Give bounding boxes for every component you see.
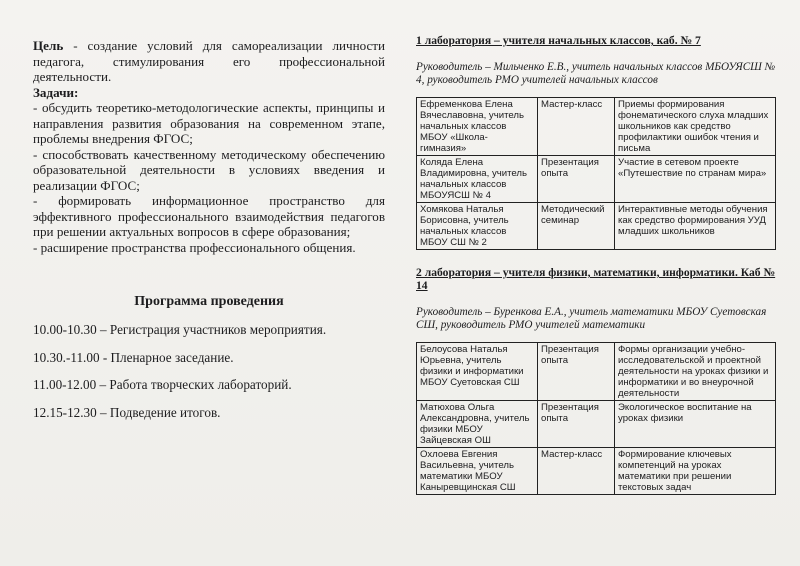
format-cell: Методический семинар (538, 203, 615, 250)
table-row (417, 448, 776, 495)
right-column (416, 34, 778, 495)
program-item: 10.00-10.30 – Регистрация участников мероприятия. (33, 322, 327, 337)
task-item: - формировать информационное пространство для эффективного профессионального взаимодействия педагогов при решении актуальных вопросов в сфере образования; (33, 193, 385, 239)
lab-table (416, 97, 776, 250)
task-item: - расширение пространства профессионального общения. (33, 239, 356, 255)
format-cell: Презентация опыта (538, 156, 615, 203)
lab-table (416, 342, 776, 495)
table-row (417, 401, 776, 448)
topic-cell: Формирование ключевых компетенций на уроках математики при решении текстовых задач (615, 448, 776, 495)
tasks-heading: Задачи: (33, 84, 79, 100)
table-row (417, 343, 776, 401)
task-item: - способствовать качественному методическому обеспечению образовательной деятельности в условиях введения и реализации ФГОС; (33, 146, 385, 193)
participant-cell: Матюхова Ольга Александровна, учитель физики МБОУ Зайцевская ОШ (417, 401, 538, 448)
participant-cell: Ефременкова Елена Вячеславовна, учитель начальных классов МБОУ «Школа-гимназия» (417, 98, 538, 156)
program-item: 10.30.-11.00 - Пленарное заседание. (33, 350, 234, 365)
task-item: - обсудить теоретико-методологические аспекты, принципы и направления развития образования на современном этапе, проблемы внедрения ФГОС; (33, 100, 385, 146)
format-cell: Мастер-класс (538, 98, 615, 156)
program-item: 11.00-12.00 – Работа творческих лабораторий. (33, 377, 292, 392)
lab-lead: Руководитель – Буренкова Е.А., учитель математики МБОУ Суетовская СШ, руководитель РМО учителей математики (416, 306, 767, 331)
format-cell: Презентация опыта (538, 401, 615, 448)
table-row (417, 203, 776, 250)
lab-lead: Руководитель – Мильченко Е.В., учитель начальных классов МБОУЯСШ № 4, руководитель РМО учителей начальных классов (416, 61, 776, 86)
participant-cell: Хомякова Наталья Борисовна, учитель начальных классов МБОУ СШ № 2 (417, 203, 538, 250)
topic-cell: Интерактивные методы обучения как средство формирования УУД младших школьников (615, 203, 776, 250)
lab-title: 1 лаборатория – учителя начальных классов, каб. № 7 (416, 34, 701, 47)
topic-cell: Участие в сетевом проекте «Путешествие по странам мира» (615, 156, 776, 203)
left-column (33, 38, 385, 255)
participant-cell: Коляда Елена Владимировна, учитель начальных классов МБОУЯСШ № 4 (417, 156, 538, 203)
format-cell: Презентация опыта (538, 343, 615, 401)
topic-cell: Приемы формирования фонематического слуха младших школьников как средство профилактики ошибок чтения и письма (615, 98, 776, 156)
topic-cell: Экологическое воспитание на уроках физики (615, 401, 776, 448)
goal-label: Цель (33, 38, 64, 53)
goal-paragraph (33, 38, 385, 85)
participant-cell: Белоусова Наталья Юрьевна, учитель физики и информатики МБОУ Суетовская СШ (417, 343, 538, 401)
table-row (417, 156, 776, 203)
program-title: Программа проведения (134, 294, 284, 309)
program-item: 12.15-12.30 – Подведение итогов. (33, 405, 221, 420)
participant-cell: Охлоева Евгения Васильевна, учитель математики МБОУ Каныревщинская СШ (417, 448, 538, 495)
topic-cell: Формы организации учебно-исследовательской и проектной деятельности на уроках физики и информатики и во внеурочной деятельности (615, 343, 776, 401)
goal-text: - создание условий для самореализации личности педагога, стимулирования его профессиональной деятельности. (33, 38, 385, 84)
format-cell: Мастер-класс (538, 448, 615, 495)
table-row (417, 98, 776, 156)
lab-title: 2 лаборатория – учителя физики, математики, информатики. Каб № 14 (416, 266, 776, 292)
